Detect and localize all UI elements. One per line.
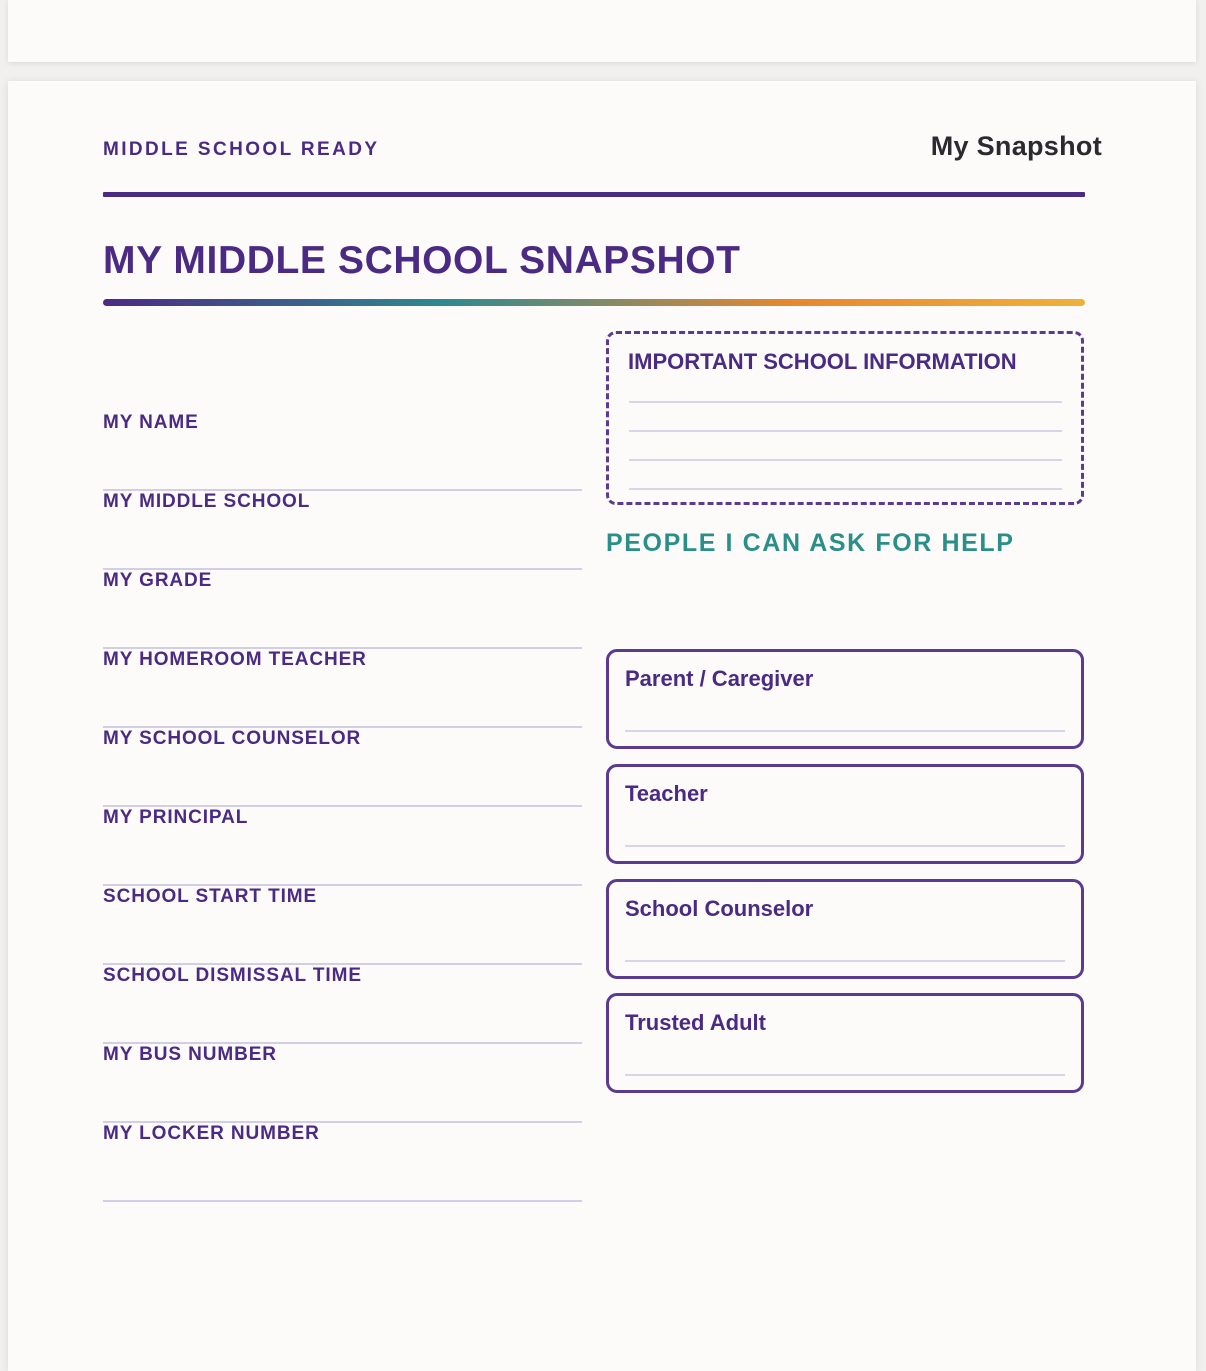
- brand-label: MIDDLE SCHOOL READY: [103, 139, 380, 160]
- help-card-teacher[interactable]: [606, 764, 1084, 864]
- field-label: SCHOOL START TIME: [103, 886, 318, 907]
- field-my-grade[interactable]: [103, 570, 582, 649]
- writing-line: [629, 488, 1062, 490]
- field-label: MY LOCKER NUMBER: [103, 1123, 320, 1144]
- field-label: SCHOOL DISMISSAL TIME: [103, 965, 362, 986]
- document-label: My Snapshot: [930, 131, 1102, 161]
- field-my-locker-number[interactable]: [103, 1123, 582, 1202]
- help-card-parent-caregiver[interactable]: [606, 649, 1084, 749]
- help-card-label: Trusted Adult: [625, 1010, 766, 1035]
- field-label: MY SCHOOL COUNSELOR: [103, 728, 362, 749]
- help-card-label: Teacher: [625, 781, 708, 806]
- field-my-name[interactable]: [103, 412, 582, 491]
- field-label: MY HOMEROOM TEACHER: [103, 649, 367, 670]
- info-box-title: IMPORTANT SCHOOL INFORMATION: [628, 349, 1017, 374]
- writing-line: [625, 960, 1065, 962]
- field-my-middle-school[interactable]: [103, 491, 582, 570]
- field-label: MY BUS NUMBER: [103, 1044, 277, 1065]
- field-label: MY NAME: [103, 412, 199, 433]
- field-my-homeroom-teacher[interactable]: [103, 649, 582, 728]
- field-my-school-counselor[interactable]: [103, 728, 582, 807]
- writing-line: [629, 401, 1062, 403]
- help-card-label: Parent / Caregiver: [625, 666, 814, 691]
- writing-line: [625, 1074, 1065, 1076]
- page-title: MY MIDDLE SCHOOL SNAPSHOT: [103, 239, 741, 282]
- field-label: MY GRADE: [103, 570, 213, 591]
- help-card-label: School Counselor: [625, 896, 814, 921]
- writing-line: [629, 459, 1062, 461]
- gradient-divider: [103, 299, 1085, 306]
- field-label: MY MIDDLE SCHOOL: [103, 491, 311, 512]
- important-info-box[interactable]: [606, 331, 1084, 505]
- field-school-dismissal-time[interactable]: [103, 965, 582, 1044]
- field-label: MY PRINCIPAL: [103, 807, 249, 828]
- help-section-heading: PEOPLE I CAN ASK FOR HELP: [606, 529, 1015, 557]
- help-card-school-counselor[interactable]: [606, 879, 1084, 979]
- writing-line: [625, 730, 1065, 732]
- field-my-bus-number[interactable]: [103, 1044, 582, 1123]
- writing-line: [625, 845, 1065, 847]
- previous-page: [8, 0, 1196, 62]
- field-school-start-time[interactable]: [103, 886, 582, 965]
- field-my-principal[interactable]: [103, 807, 582, 886]
- writing-line: [629, 430, 1062, 432]
- help-card-trusted-adult[interactable]: [606, 993, 1084, 1093]
- header-divider: [103, 192, 1085, 197]
